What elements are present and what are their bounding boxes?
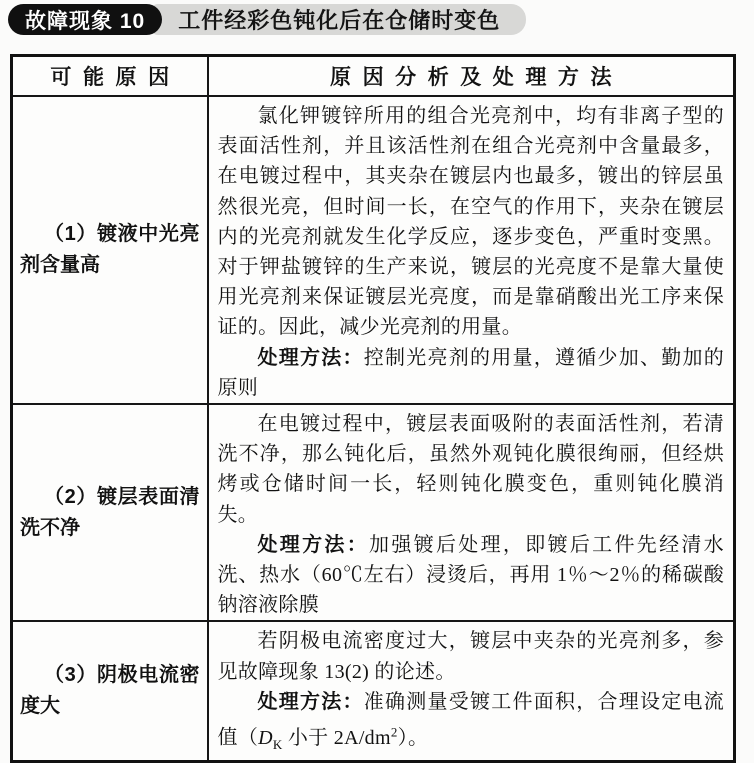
formula-variable: D	[258, 726, 273, 749]
fault-table	[10, 54, 736, 763]
cause-text: （1）镀液中光亮剂含量高	[20, 223, 200, 277]
treatment-label: 处理方法：	[257, 346, 364, 369]
cause-cell	[12, 621, 208, 761]
cause-cell	[12, 404, 208, 621]
analysis-paragraph: 氯化钾镀锌所用的组合光亮剂中，均有非离子型的表面活性剂，并且该活性剂在组合光亮剂中含量最多，在电镀过程中，其夹杂在镀层内也最多，镀出的锌层虽然很光亮，但时间一长，在空气的作用下，夹杂在镀层内的光亮剂就发生化学反应，逐步变色，严重时变黑。对于钾盐镀锌的生产来说，镀层的光亮度不是靠大量使用光亮剂来保证镀层光亮度，而是靠硝酸出光工序来保证的。因此，减少光亮剂的用量。	[217, 105, 724, 339]
cause-text: （2）镀层表面清洗不净	[20, 485, 200, 539]
formula-open-paren: （	[237, 726, 259, 749]
treatment-text: 加强镀后处理，即镀后工件先经清水洗、热水（60℃左右）浸烫后，再用 1％～2％的稀碳酸钠溶液除膜	[217, 533, 724, 617]
table-row	[12, 404, 735, 621]
formula-middle: 小于 2A/dm	[282, 726, 391, 749]
column-header-cause: 可能原因	[12, 56, 208, 97]
treatment-paragraph	[218, 343, 725, 403]
analysis-paragraph: 若阴极电流密度过大，镀层中夹杂的光亮剂多，参见故障现象 13(2) 的论述。	[217, 630, 724, 683]
current-density-formula	[237, 724, 429, 752]
fault-title: 工件经彩色钝化后在仓储时变色	[150, 4, 526, 35]
treatment-label: 处理方法：	[257, 533, 370, 556]
table-header-row	[12, 56, 735, 97]
treatment-text: 控制光亮剂的用量，遵循少加、勤加的原则	[217, 346, 725, 399]
treatment-label: 处理方法：	[257, 690, 364, 713]
formula-subscript: K	[272, 736, 283, 752]
analysis-cell	[208, 621, 735, 761]
treatment-text: 准确测量受镀工件面积，合理设定电流值	[217, 690, 725, 749]
table-row	[12, 621, 735, 761]
formula-close-paren: ）。	[397, 726, 429, 749]
analysis-paragraph: 在电镀过程中，镀层表面吸附的表面活性剂，若清洗不净，那么钝化后，虽然外观钝化膜很绚丽，但经烘烤或仓储时间一长，轻则钝化膜变色，重则钝化膜消失。	[217, 413, 724, 526]
analysis-cell	[208, 404, 735, 621]
column-header-analysis: 原因分析及处理方法	[208, 56, 735, 97]
cause-cell	[12, 96, 208, 404]
formula-superscript: 2	[390, 724, 398, 740]
treatment-paragraph	[218, 687, 725, 760]
treatment-paragraph	[218, 530, 725, 621]
analysis-cell	[208, 96, 735, 404]
cause-text: （3）阴极电流密度大	[20, 664, 200, 718]
fault-number-badge: 故障现象 10	[8, 4, 162, 35]
table-row	[12, 96, 735, 404]
fault-header	[8, 4, 526, 35]
